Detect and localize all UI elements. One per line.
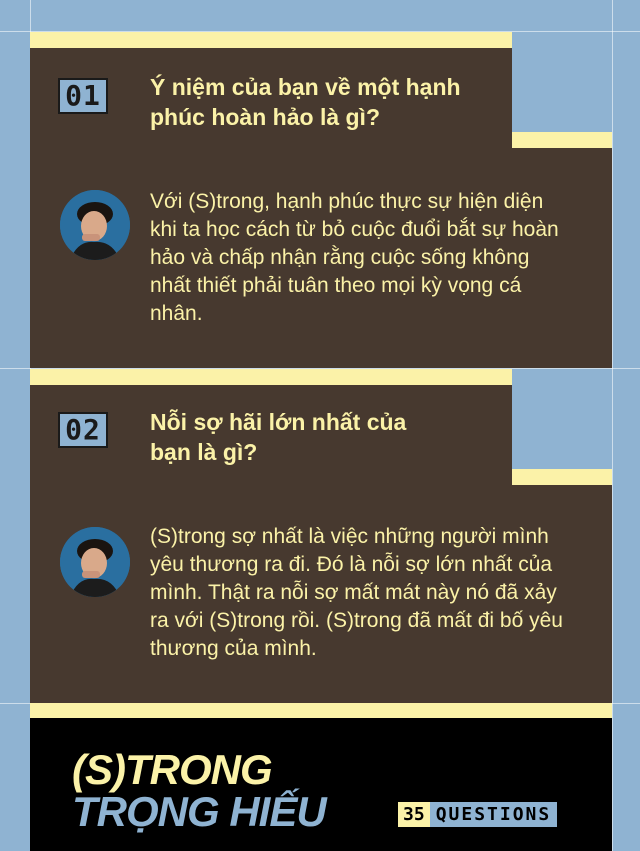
footer	[30, 718, 612, 851]
series-label: QUESTIONS	[430, 802, 558, 827]
question-text-2: Nỗi sợ hãi lớn nhất của bạn là gì?	[150, 409, 407, 465]
accent-strip	[30, 369, 512, 385]
answer-text-2: (S)trong sợ nhất là việc những người mình yêu thương ra đi. Đó là nỗi sợ lớn nhất của mình. Thật ra nỗi sợ mất mát này nó đã xảy ra với (S)trong rồi. (S)trong đã mất đi bố yêu thương của mình.	[150, 525, 563, 660]
avatar	[60, 190, 130, 260]
portrait-icon	[60, 190, 130, 260]
logo-line-1: (S)TRONG	[72, 746, 272, 793]
accent-strip	[512, 132, 612, 148]
accent-strip	[30, 32, 512, 48]
question-text-1: Ý niệm của bạn về một hạnh phúc hoàn hảo là gì?	[150, 74, 461, 130]
question-number-2: 02	[58, 412, 108, 448]
accent-strip	[512, 469, 612, 485]
logo-line-2: TRỌNG HIẾU	[72, 788, 326, 835]
series-badge	[398, 802, 557, 826]
answer-text-1: Với (S)trong, hạnh phúc thực sự hiện diện khi ta học cách từ bỏ cuộc đuổi bắt sự hoàn hảo và chấp nhận rằng cuộc sống không nhất thiết phải tuân theo mọi kỳ vọng cá nhân.	[150, 190, 559, 325]
series-number: 35	[398, 802, 430, 827]
accent-strip	[30, 703, 612, 718]
avatar	[60, 527, 130, 597]
question-number-1: 01	[58, 78, 108, 114]
portrait-icon	[60, 527, 130, 597]
